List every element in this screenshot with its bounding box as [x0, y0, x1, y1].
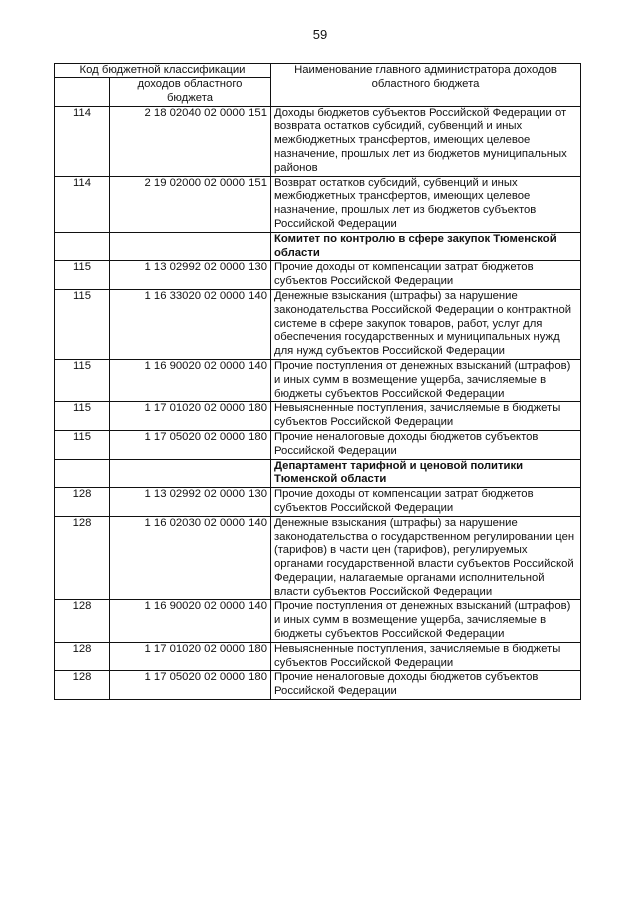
revenue-code-cell — [110, 232, 271, 261]
admin-code-cell: 115 — [55, 289, 110, 359]
revenue-code-cell: 1 16 33020 02 0000 140 — [110, 289, 271, 359]
revenue-code-cell: 1 16 90020 02 0000 140 — [110, 359, 271, 401]
header-admin-column — [55, 78, 110, 107]
table-row — [55, 261, 581, 290]
table-body — [55, 106, 581, 699]
table-header-row — [55, 64, 581, 78]
name-cell: Невыясненные поступления, зачисляемые в бюджеты субъектов Российской Федерации — [271, 402, 581, 431]
table-row — [55, 106, 581, 176]
header-code-group: Код бюджетной классификации — [55, 64, 271, 78]
admin-code-cell: 128 — [55, 642, 110, 671]
table-row — [55, 642, 581, 671]
section-row — [55, 232, 581, 261]
admin-code-cell: 128 — [55, 516, 110, 600]
name-cell: Возврат остатков субсидий, субвенций и иных межбюджетных трансфертов, имеющих целевое назначение, прошлых лет из бюджетов субъектов Российской Федерации — [271, 176, 581, 232]
name-cell: Департамент тарифной и ценовой политики Тюменской области — [271, 459, 581, 488]
admin-code-cell: 115 — [55, 359, 110, 401]
name-cell: Денежные взыскания (штрафы) за нарушение законодательства Российской Федерации о контрактной системе в сфере закупок товаров, работ, услуг для обеспечения государственных и муниципальных нужд для нужд субъектов Российской Федерации — [271, 289, 581, 359]
table-row — [55, 600, 581, 642]
table-row — [55, 516, 581, 600]
name-cell: Прочие неналоговые доходы бюджетов субъектов Российской Федерации — [271, 430, 581, 459]
admin-code-cell: 128 — [55, 600, 110, 642]
admin-code-cell — [55, 459, 110, 488]
admin-code-cell: 128 — [55, 671, 110, 700]
table-row — [55, 488, 581, 517]
table-row — [55, 671, 581, 700]
revenue-code-cell: 2 18 02040 02 0000 151 — [110, 106, 271, 176]
name-cell: Прочие неналоговые доходы бюджетов субъектов Российской Федерации — [271, 671, 581, 700]
revenue-code-cell: 1 17 01020 02 0000 180 — [110, 642, 271, 671]
table-row — [55, 402, 581, 431]
revenue-code-cell: 1 17 05020 02 0000 180 — [110, 430, 271, 459]
admin-code-cell: 114 — [55, 176, 110, 232]
name-cell: Прочие поступления от денежных взысканий (штрафов) и иных сумм в возмещение ущерба, зачисляемые в бюджеты субъектов Российской Федерации — [271, 359, 581, 401]
budget-classification-table — [54, 63, 581, 700]
name-cell: Комитет по контролю в сфере закупок Тюменской области — [271, 232, 581, 261]
table-row — [55, 359, 581, 401]
admin-code-cell — [55, 232, 110, 261]
revenue-code-cell: 1 16 90020 02 0000 140 — [110, 600, 271, 642]
revenue-code-cell: 1 17 01020 02 0000 180 — [110, 402, 271, 431]
table-row — [55, 176, 581, 232]
revenue-code-cell: 1 13 02992 02 0000 130 — [110, 488, 271, 517]
section-row — [55, 459, 581, 488]
name-cell: Невыясненные поступления, зачисляемые в бюджеты субъектов Российской Федерации — [271, 642, 581, 671]
header-name-column: Наименование главного администратора доходов областного бюджета — [271, 64, 581, 107]
admin-code-cell: 115 — [55, 430, 110, 459]
name-cell: Прочие доходы от компенсации затрат бюджетов субъектов Российской Федерации — [271, 261, 581, 290]
table-row — [55, 289, 581, 359]
name-cell: Денежные взыскания (штрафы) за нарушение законодательства о государственном регулировании цен (тарифов) в части цен (тарифов), регулируемых органами государственной власти субъектов Российской Федерации, налагаемые органами исполнительной власти субъектов Российской Федерации — [271, 516, 581, 600]
name-cell: Доходы бюджетов субъектов Российской Федерации от возврата остатков субсидий, субвенций и иных межбюджетных трансфертов, имеющих целевое назначение, прошлых лет из бюджетов муниципальных районов — [271, 106, 581, 176]
revenue-code-cell: 1 13 02992 02 0000 130 — [110, 261, 271, 290]
revenue-code-cell: 2 19 02000 02 0000 151 — [110, 176, 271, 232]
admin-code-cell: 115 — [55, 261, 110, 290]
name-cell: Прочие доходы от компенсации затрат бюджетов субъектов Российской Федерации — [271, 488, 581, 517]
page-number: 59 — [312, 27, 328, 42]
revenue-code-cell: 1 17 05020 02 0000 180 — [110, 671, 271, 700]
admin-code-cell: 128 — [55, 488, 110, 517]
revenue-code-cell: 1 16 02030 02 0000 140 — [110, 516, 271, 600]
admin-code-cell: 114 — [55, 106, 110, 176]
header-revenue-column: доходов областного бюджета — [110, 78, 271, 107]
table-row — [55, 430, 581, 459]
admin-code-cell: 115 — [55, 402, 110, 431]
name-cell: Прочие поступления от денежных взысканий (штрафов) и иных сумм в возмещение ущерба, зачисляемые в бюджеты субъектов Российской Федерации — [271, 600, 581, 642]
revenue-code-cell — [110, 459, 271, 488]
